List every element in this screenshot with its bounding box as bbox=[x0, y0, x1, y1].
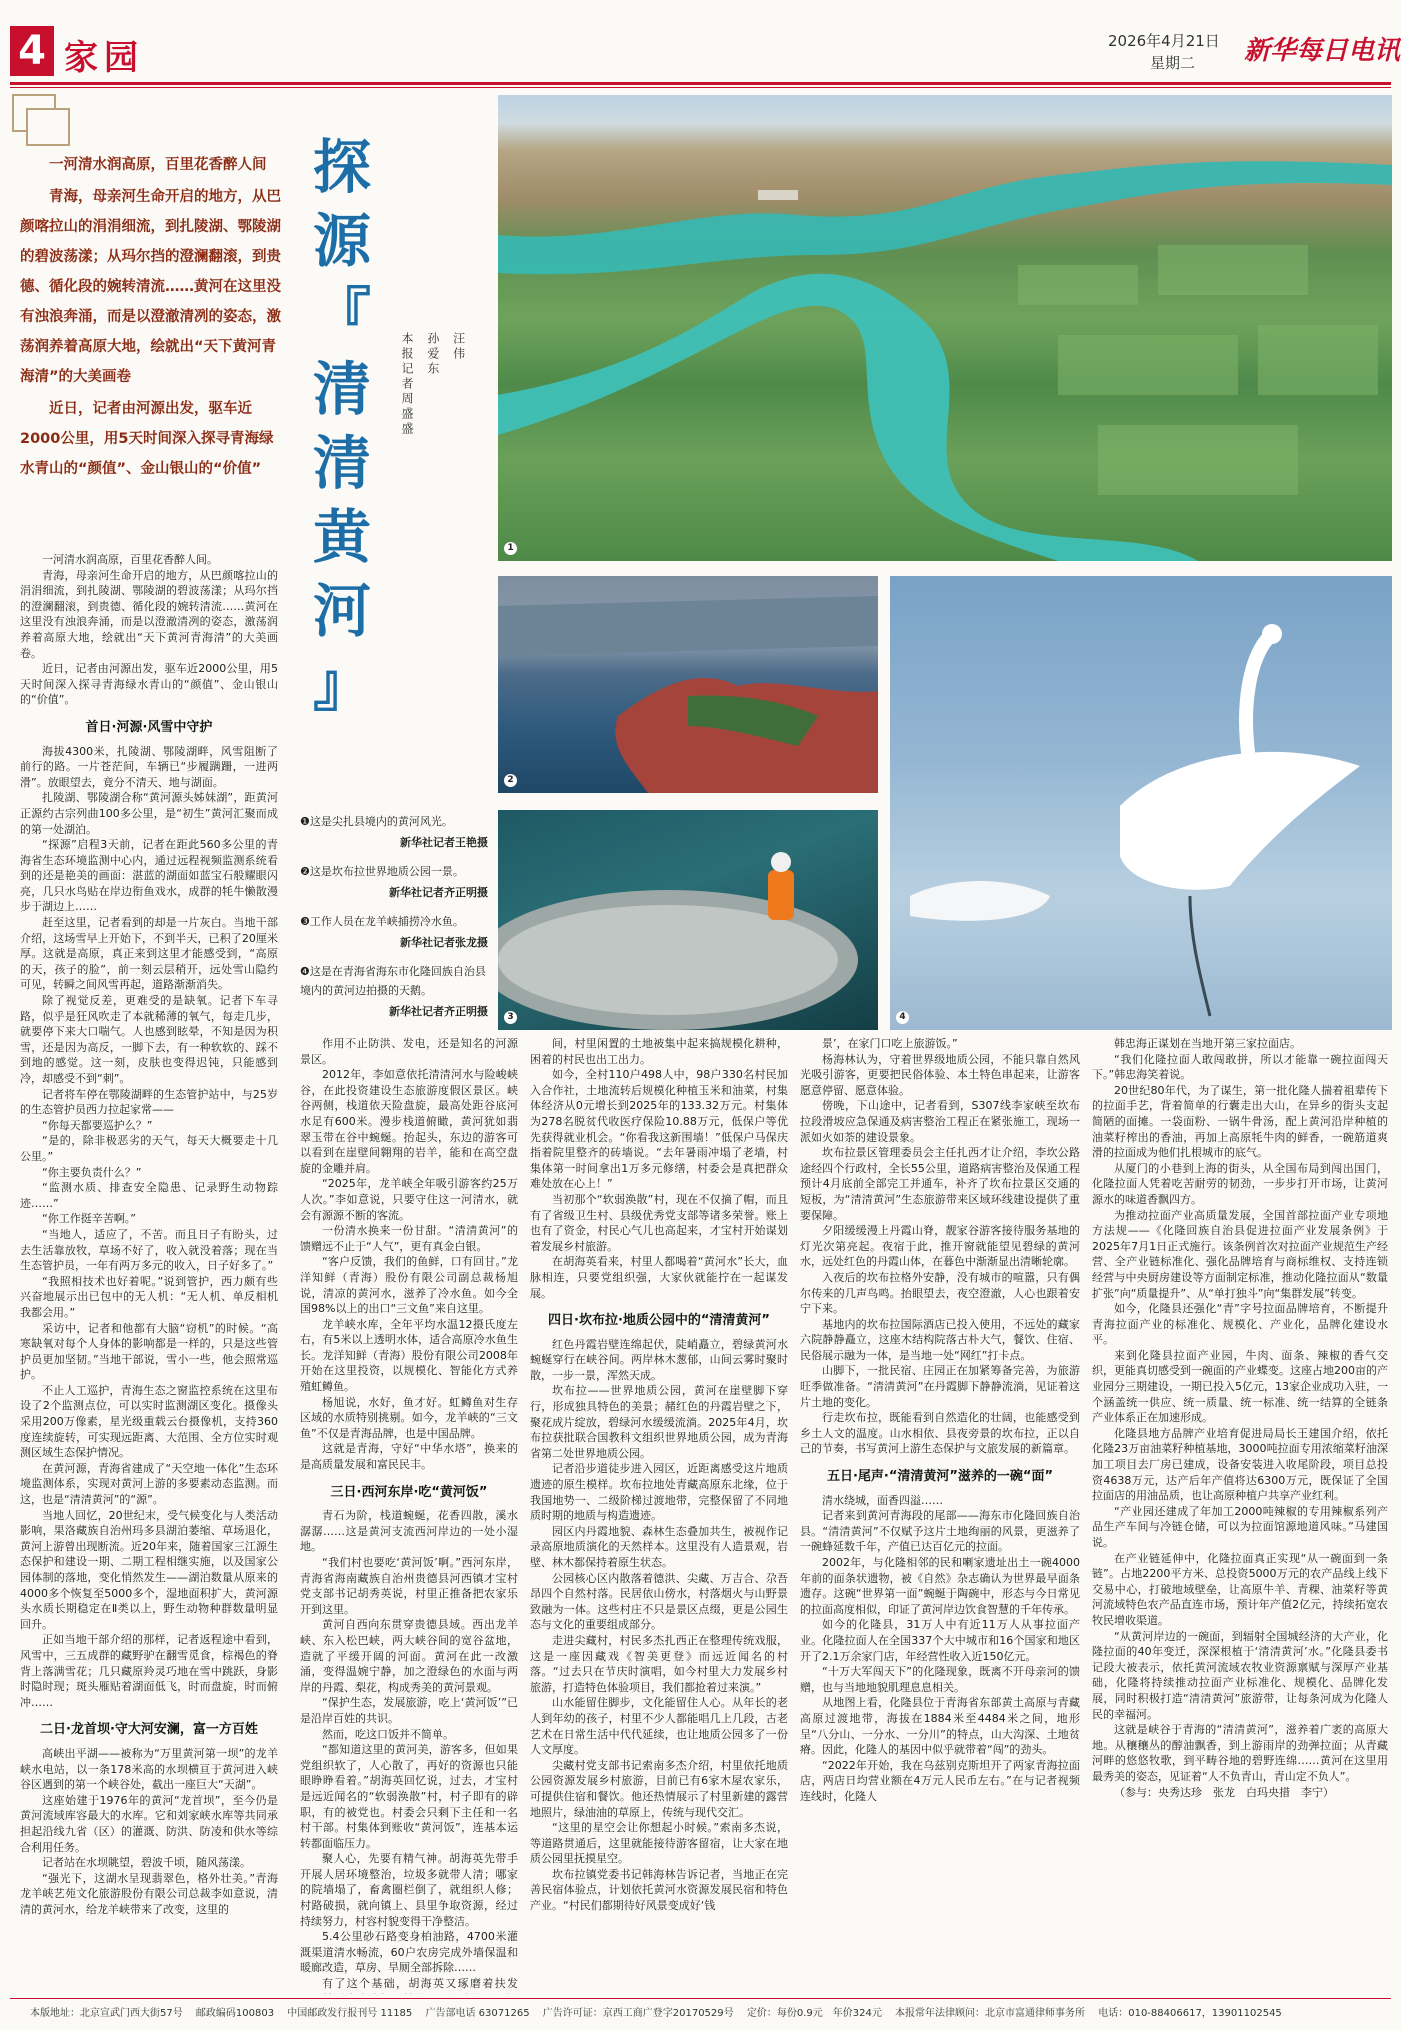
section-title: 家园 bbox=[64, 38, 144, 78]
body-paragraph: 一河清水润高原，百里花香醉人间。 bbox=[42, 553, 218, 566]
body-paragraph: 化隆县地方品牌产业培育促进局局长王建国介绍，依托化隆23万亩油菜籽种植基地，3000吨拉面专用浓缩菜籽油深加工项目去厂房已建成，设备安装进入收尾阶段，项目总投资4638万元，达产后年产值将达6300万元，既保证了全国拉面店的用油品质，也让高原种植户共享产业红利。 bbox=[1092, 1426, 1388, 1503]
body-paragraph: 记者来到黄河青海段的尾部——海东市化隆回族自治县。“清清黄河”不仅赋予这片土地绚丽的风景，更滋养了一碗蜂延数千年，产值已达百亿元的拉面。 bbox=[800, 1509, 1080, 1554]
section-heading: 五日·尾声·“清清黄河”滋养的一碗“面” bbox=[826, 1469, 1054, 1485]
body-paragraph: （参与：央秀达珍 张龙 白玛央措 李宁） bbox=[1114, 1785, 1334, 1799]
title-char: 』 bbox=[312, 651, 371, 719]
caption-text: ❶这是尖扎县境内的黄河风光。 bbox=[300, 815, 453, 828]
photo-badge-1: 1 bbox=[504, 542, 517, 555]
footer-ad-license: 广告许可证：京西工商广登字20170529号 bbox=[542, 2008, 734, 2019]
body-paragraph: 傍晚，下山途中，记者看到，S307线李家峡至坎布拉段滑坡应急保通及病害整治工程正在紧张施工，现场一派如火如荼的建设景象。 bbox=[800, 1099, 1080, 1144]
body-paragraph: 在产业链延伸中，化隆拉面真正实现“从一碗面到一条链”。占地2200平方米、总投资5000万元的农产品线上线下交易中心，打破地域壁垒，让高原牛羊、青稞、油菜籽等黄河流域特色农产品直连市场，预计年产值2亿元，持续拓宽农牧民增收渠道。 bbox=[1092, 1551, 1388, 1627]
body-paragraph: 园区内丹霞地貌、森林生态叠加共生，被视作记录高原地质演化的天然样本。这里没有人造景观，岩壁、林木都保持着原生状态。 bbox=[530, 1524, 788, 1569]
body-paragraph: “我照相技术也好着呢。”说到管护，西力颇有些兴奋地展示出已包中的无人机：“无人机、单反相机我都会用。” bbox=[20, 1274, 278, 1319]
footer-rule bbox=[10, 1998, 1391, 1999]
body-paragraph: “都知道这里的黄河美，游客多，但如果党组织软了，人心散了，再好的资源也只能眼睁睁看着。”胡海英回忆说，过去，才宝村是远近闻名的“软弱涣散”村，村子即有的辟职，有的被党也。村委会只剩下主任和一名村干部。村集体到账收“黄河饭”，连基本运转都面临压力。 bbox=[300, 1743, 518, 1850]
body-paragraph: 然而，吃这口饭并不简单。 bbox=[322, 1727, 454, 1741]
lead-paragraph: 近日，记者由河源出发，驱车近2000公里，用5天时间深入探寻青海绿水青山的“颜值”、金山银山的“价值” bbox=[20, 401, 274, 477]
body-paragraph: 当地人回忆，20世纪末，受气候变化与人类活动影响，果洛藏族自治州玛多县湖泊萎缩、草场退化，黄河上游曾出现断流。近20年来，随着国家三江源生态保护和建设一期、二期工程相继实施，以及国家公园体制的落地，变化悄然发生——湖泊数量从原来的4000多个恢复至5000多个，湿地面积扩大，黄河源头水质长期稳定在Ⅱ类以上，野生动物种群数量明显回升。 bbox=[20, 1508, 278, 1631]
title-char: 『 bbox=[312, 281, 371, 349]
body-paragraph: 如今，全村110户498人中，98户330名村民加入合作社，土地流转后规模化种植玉米和油菜，村集体经济从0元增长到2025年的133.32万元。村集体为278名脱贫代收医疗保险10.88万元，低保户等优先获得就业机会。“你看我这新围墙！”低保户马保庆指着院里整齐的砖墙说。“去年暑雨冲塌了老墙，村集体第一时间拿出1万多元修缮，村委会是真把群众难处放在心上！” bbox=[530, 1068, 788, 1191]
body-paragraph: 公园核心区内散落着德洪、尖藏、万吉合、尕吾昂四个自然村落。民居依山傍水，村落烟火与山野景致融为一体。这些村庄不只是景区点缀，更是公园生态与文化的重要组成部分。 bbox=[530, 1571, 788, 1632]
body-paragraph: 坎布拉镇党委书记韩海林告诉记者，当地正在完善民宿体验点，计划依托黄河水资源发展民宿和特色产业。“村民们都期待好风景变成好‘钱 bbox=[530, 1867, 788, 1913]
body-paragraph: 基地内的坎布拉国际酒店已投入使用，不远处的藏家六院静静矗立，这座木结构院落古朴大气，餐饮、住宿、民俗展示融为一体，是当地一处“网红”打卡点。 bbox=[800, 1317, 1080, 1362]
title-char: 源 bbox=[312, 207, 371, 275]
photo-badge-3: 3 bbox=[504, 1011, 517, 1024]
title-char: 河 bbox=[312, 577, 371, 645]
lead-summary bbox=[20, 150, 282, 486]
photo-fish-harvest bbox=[498, 810, 878, 1030]
byline bbox=[396, 332, 486, 437]
body-paragraph: 近日，记者由河源出发，驱车近2000公里，用5天时间深入探寻青海绿水青山的“颜值”、金山银山的“价值”。 bbox=[20, 662, 278, 707]
byline-label: 本报记者 bbox=[400, 332, 414, 392]
photo-badge-2: 2 bbox=[504, 774, 517, 787]
body-paragraph: 间，村里闲置的土地被集中起来搞规模化耕种，困着的村民也出工出力。 bbox=[530, 1037, 788, 1066]
body-paragraph: “你主要负责什么？” bbox=[42, 1165, 142, 1179]
body-paragraph: “我们化隆拉面人敢闯敢拼，所以才能靠一碗拉面闯天下。”韩忠海笑着说。 bbox=[1092, 1052, 1388, 1082]
caption-credit: 新华社记者王艳摄 bbox=[400, 836, 488, 849]
body-paragraph: 记者沿步道徒步进入园区，近距离感受这片地质遗迹的原生模样。坎布拉地处青藏高原东北缘，位于我国地势一、二级阶梯过渡地带，完整保留了不同地质时期的地质与构造遗迹。 bbox=[530, 1462, 788, 1523]
body-paragraph: 行走坎布拉，既能看到自然造化的壮阔，也能感受到乡土人文的温度。山水相依、县夜旁景的坎布拉，正以自己的节奏，书写黄河上游生态保护与文旅发展的新篇章。 bbox=[800, 1411, 1080, 1456]
body-paragraph: 坎布拉景区管理委员会主任扎西才让介绍，李坎公路途经四个行政村，全长55公里，道路病害整治及保通工程预计4月底前全部完工并通车，补齐了坎布拉景区交通的短板，为“清清黄河”生态旅游带来区域环线建设提供了重要保障。 bbox=[800, 1146, 1080, 1222]
body-paragraph: “产业园还建成了年加工2000吨辣椒的专用辣椒系列产品生产车间与冷链仓储，可以为拉面馆源地道风味。”马建国说。 bbox=[1092, 1504, 1388, 1549]
article-title bbox=[312, 130, 372, 722]
body-paragraph: 坎布拉——世界地质公园，黄河在崖壁脚下穿行，形成独具特色的美景；赭红色的丹霞岩壁之下，聚花成片绽放，碧绿河水缓缓流淌。2025年4月，坎布拉获批联合国教科文组织世界地质公园，成为青海省第二处世界地质公园。 bbox=[530, 1384, 788, 1460]
body-paragraph: 清水绕城，面香四溢…… bbox=[822, 1493, 943, 1507]
body-paragraph: 这就是峡谷于青海的“清清黄河”，滋养着广袤的高原大地。从穰穰丛的醇油飘香，到上游雨岸的劲弹拉面；从青藏河畔的悠悠牧歌，到平畴谷地的碧野连绵……黄河在这里用最秀美的姿态，见证着“人不负青山，青山定不负人”。 bbox=[1092, 1723, 1388, 1783]
body-paragraph: 2012年，李如意依托清清河水与险峻峡谷，在此投资建设生态旅游度假区景区。峡谷两侧，栈道依天险盘旋，最高处距谷底河水足有600米。漫步栈道俯瞰，黄河犹如翡翠玉带在谷中蜿蜒。抬起头，东边的游客可以看到在崖壁间翱翔的岩羊，能和在高空盘旋的金雕并肩。 bbox=[300, 1068, 518, 1175]
footer-ad-phone: 广告部电话 63071265 bbox=[425, 2008, 530, 2019]
body-paragraph: 采访中，记者和他都有大脑“窃机”的时候。“高寒缺氧对每个人身体的影响都是一样的，只是这些管护员更加坚韧。”当地干部说，雪小一些，他会照常巡护。 bbox=[20, 1321, 278, 1382]
photo-swans bbox=[890, 576, 1392, 1030]
photo-badge-4: 4 bbox=[896, 1011, 909, 1024]
body-paragraph: 5.4公里砂石路变身柏油路，4700米灌溉渠道清水畅流，60户农房完成外墙保温和暖廊改造，草房、旱厕全部拆除…… bbox=[300, 1930, 518, 1975]
body-paragraph: “这里的星空会让你想起小时候。”索南多杰说，等道路贯通后，这里就能接待游客留宿，让大家在地质公园里抚摸星空。 bbox=[530, 1821, 788, 1866]
title-char: 探 bbox=[312, 133, 371, 201]
body-paragraph: 如今，化隆县还强化“青”字号拉面品牌培育，不断提升青海拉面产业的标准化、规模化、产业化，品牌化建设水平。 bbox=[1092, 1302, 1388, 1347]
article-column-4 bbox=[800, 1036, 1080, 1994]
body-paragraph: “你每天都要巡护么？” bbox=[42, 1118, 153, 1132]
body-paragraph: 山脚下，一批民宿、庄园正在加紧筹备完善，为旅游旺季做准备。“清清黄河”在丹霞脚下静静流淌，见证着这片土地的变化。 bbox=[800, 1364, 1080, 1409]
body-paragraph: 赶至这里，记者看到的却是一片灰白。当地干部介绍，这场雪早上开始下，不到半天，已积了20厘米厚。这就是高原，真正来到这里才能感受到，“高原的天，孩子的脸”，前一刻云层稍开，远处雪山隐约可见，转瞬之间风雪再起，道路渐渐消失。 bbox=[20, 916, 278, 992]
photo-river-illustration bbox=[498, 95, 1392, 561]
body-paragraph: 如今的化隆县，31万人中有近11万人从事拉面产业。化隆拉面人在全国337个大中城市和16个国家和地区开了2.1万余家门店，年经营性收入近150亿元。 bbox=[800, 1618, 1080, 1663]
byline-author: 孙爱东 bbox=[425, 332, 440, 377]
byline-author: 周盛盛 bbox=[400, 392, 414, 437]
body-paragraph: “2025年，龙羊峡全年吸引游客约25万人次。”李如意说，只要守住这一河清水，就会有源源不断的客流。 bbox=[300, 1177, 518, 1222]
body-paragraph: “是的，除非极恶劣的天气，每天大概要走十几公里。” bbox=[20, 1134, 278, 1163]
section-heading: 三日·西河东岸·吃“黄河饭” bbox=[330, 1484, 488, 1500]
body-paragraph: 在黄河源，青海省建成了“天空地一体化”生态环境监测体系，实现对黄河上游的多要素动态监测。而这，也是“清清黄河”的“源”。 bbox=[20, 1461, 278, 1507]
caption-text: ❹这是在青海省海东市化隆回族自治县境内的黄河边拍摄的天鹅。 bbox=[300, 965, 486, 997]
body-paragraph: 景’，在家门口吃上旅游饭。” bbox=[822, 1037, 958, 1050]
header-rule bbox=[10, 82, 1391, 85]
article-column-3 bbox=[530, 1036, 788, 1994]
article-column-5 bbox=[1092, 1036, 1388, 1994]
body-paragraph: 一份清水换来一份甘甜。“清清黄河”的馈赠远不止于“人气”，更有真金白银。 bbox=[300, 1224, 518, 1253]
body-paragraph: 在胡海英看来，村里人都喝着“黄河水”长大，血脉相连，只要党组织强，大家伙就能拧在一起谋发展。 bbox=[530, 1255, 788, 1300]
body-paragraph: 不止人工巡护，青海生态之窗监控系统在这里布设了2个监测点位，可以实时监测湖区变化。摄像头采用200万像素，星光级重载云台摄像机，支持360度连续旋转，可实现远距离、大范围、全方位实时观测区域生态保护情况。 bbox=[20, 1383, 278, 1460]
body-paragraph: 青海，母亲河生命开启的地方，从巴颜喀拉山的涓涓细流，到扎陵湖、鄂陵湖的碧波荡漾；从玛尔挡的澄澜翻滚，到贵德、循化段的婉转清流……黄河在这里没有浊浪奔涌，而是以澄澈清冽的姿态，激荡润养着高原大地，绘就出“天下黄河青海清”的大美画卷。 bbox=[20, 568, 278, 660]
body-paragraph: 记者将车停在鄂陵湖畔的生态管护站中，与25岁的生态管护员西力拉起家常—— bbox=[20, 1087, 278, 1117]
photo-captions bbox=[300, 812, 488, 1031]
footer-legal: 本报常年法律顾问：北京市富通律师事务所 bbox=[895, 2008, 1086, 2019]
lead-decoration-front bbox=[26, 108, 70, 146]
page-header bbox=[0, 0, 1401, 84]
body-paragraph: “探源”启程3天前，记者在距此560多公里的青海省生态环境监测中心内，通过远程视频监测系统看到的还是艳美的画面：湛蓝的湖面如蓝宝石般耀眼闪亮，几只水鸟贴在岸边衔鱼戏水，成群的牦牛懒散漫步于湖边上…… bbox=[20, 838, 278, 914]
body-paragraph: 这就是青海，守好“中华水塔”，换来的是高质量发展和富民民丰。 bbox=[300, 1442, 518, 1472]
photo-kanbula-danxia bbox=[498, 576, 878, 793]
body-paragraph: 龙羊峡水库，全年平均水温12摄氏度左右，有5米以上透明水体，适合高原冷水鱼生长。龙洋知鲜（青海）股份有限公司2008年开始在这里投资，以规模化、智能化方式养殖虹鳟鱼。 bbox=[300, 1317, 518, 1394]
photo-danxia-illustration bbox=[498, 576, 878, 793]
paper-logo: 新华每日电讯 bbox=[1244, 36, 1401, 66]
section-heading: 二日·龙首坝·守大河安澜，富一方百姓 bbox=[40, 1722, 258, 1738]
body-paragraph: “2022年开始，我在乌兹别克斯坦开了两家青海拉面店，两店日均营业额在4万元人民币左右。”在与记者视频连线时，化隆人 bbox=[800, 1758, 1080, 1803]
section-heading: 四日·坎布拉·地质公园中的“清清黄河” bbox=[548, 1313, 770, 1329]
footer-subscription: 中国邮政发行报刊号 11185 bbox=[287, 2008, 413, 2019]
body-paragraph: “我们村也要吃‘黄河饭’啊。”西河东岸，青海省海南藏族自治州贵德县河西镇才宝村党支部书记胡秀英说，村里正推备把农家乐开到这里。 bbox=[300, 1556, 518, 1616]
body-paragraph: “十万大军闯天下”的化隆现象，既离不开母亲河的馈赠，也与当地地貌肌理息息相关。 bbox=[800, 1665, 1080, 1694]
caption-credit: 新华社记者张龙摄 bbox=[400, 936, 488, 949]
issue-date: 2026年4月21日 bbox=[1108, 32, 1220, 50]
body-paragraph: 高峡出平湖——被称为“万里黄河第一坝”的龙羊峡水电站，以一条178米高的水坝横亘于黄河进入峡谷区遇到的第一个峡谷处，截出一座巨大“天湖”。 bbox=[20, 1746, 278, 1792]
body-paragraph: “保护生态，发展旅游，吃上‘黄河饭’”已是沿岸百姓的共识。 bbox=[300, 1696, 518, 1725]
body-paragraph: 来到化隆县拉面产业园，牛肉、面条、辣椒的香气交织，更能真切感受到一碗面的产业蝶变。这座占地200亩的产业园分三期建设，一期已投入5亿元，13家企业成功入驻，一个涵盖统一供应、统一质量、统一标准、统一结算的全链条产业体系正在加速形成。 bbox=[1092, 1348, 1388, 1425]
body-paragraph: 记者站在水坝眺望，碧波千顷，随风荡漾。 bbox=[42, 1856, 251, 1870]
page-number: 4 bbox=[10, 26, 54, 76]
section-heading: 首日·河源·风雪中守护 bbox=[85, 719, 213, 735]
article-column-2 bbox=[300, 1036, 518, 1994]
body-paragraph: 聚人心，先要有精气神。胡海英先带手开展人居环境整治，垃圾多就带人清；哪家的院墙塌了，畜禽圈栏倒了，就组织人修；村路破损，就向镇上、县里争取资源，经过持续努力，村容村貌变得干净整洁。 bbox=[300, 1852, 518, 1928]
article-column-1 bbox=[20, 552, 278, 1994]
body-paragraph: 红色丹霞岩壁连绵起伏，陡峭矗立，碧绿黄河水蜿蜒穿行在峡谷间。两岸林木葱郁，山间云雾时聚时散，一步一景，浑然天成。 bbox=[530, 1337, 788, 1382]
body-paragraph: “你工作挺辛苦啊。” bbox=[42, 1212, 136, 1226]
body-paragraph: 这座始建于1976年的黄河“龙首坝”，至今仍是黄河流域库容最大的水库。它和刘家峡水库等共同承担起沿线九省（区）的灌溉、防洪、防凌和供水等综合利用任务。 bbox=[20, 1793, 278, 1854]
body-paragraph: 夕阳缓缓漫上丹霞山脊，靓家谷游客接待服务基地的灯光次第亮起。夜宿于此，推开窗就能望见碧绿的黄河水，远处红色的丹霞山体，在暮色中渐渐显出清晰轮廓。 bbox=[800, 1224, 1080, 1269]
body-paragraph: 20世纪80年代，为了谋生，第一批化隆人揣着祖辈传下的拉面手艺，背着简单的行囊走出大山，在异乡的街头支起简陋的面摊。一袋面粉、一锅牛骨汤，配上黄河沿岸种植的油菜籽榨出的香油，再加上高原牦牛肉的鲜香，一碗筋道爽滑的拉面成为他们扎根城市的底气。 bbox=[1092, 1083, 1388, 1160]
header-rule-thin bbox=[10, 87, 1391, 88]
caption-credit: 新华社记者齐正明摄 bbox=[389, 886, 488, 899]
body-paragraph: 为推动拉面产业高质量发展，全国首部拉面产业专项地方法规——《化隆回族自治县促进拉面产业发展条例》于2025年7月1日正式施行。该条例首次对拉面产业规范生产经营、全产业链标准化、强化品牌培育与商标维权、支持连锁经营与中央厨房建设等方面制定标准，推动化隆拉面从“数量扩张”向“质量提升”、从“单打独斗”向“集群发展”转变。 bbox=[1092, 1208, 1388, 1300]
body-paragraph: 正如当地干部介绍的那样，记者返程途中看到，风雪中，三五成群的藏野驴在翻雪觅食，棕褐色的脊背上落满雪花；几只藏原羚灵巧地在雪中跳跃，身影时隐时现；斑头雁贴着湖面低飞，时而盘旋，时而俯冲…… bbox=[20, 1633, 278, 1709]
footer-postcode: 邮政编码100803 bbox=[195, 2008, 275, 2019]
issue-weekday: 星期二 bbox=[1150, 54, 1196, 72]
lead-paragraph: 一河清水润高原，百里花香醉人间 bbox=[49, 157, 267, 173]
caption-text: ❸工作人员在龙羊峡捕捞冷水鱼。 bbox=[300, 915, 464, 928]
footer-address: 本版地址：北京宣武门西大街57号 bbox=[30, 2008, 183, 2019]
body-paragraph: 从地图上看，化隆县位于青海省东部黄土高原与青藏高原过渡地带，海拔在1884米至4484米之间，地形呈“八分山、一分水、一分川”的特点，山大沟深、土地贫瘠。因此，化隆人的基因中似乎就带着“闯”的劲头。 bbox=[800, 1696, 1080, 1757]
body-paragraph: 黄河自西向东贯穿贵德县域。西出龙羊峡、东入松巴峡，两大峡谷间的宽谷盆地，造就了平缓开阔的河面。黄河在此一改激涌，变得温婉宁静，加之澄绿色的水面与两岸的丹霞、梨花，构成秀美的黄河景观。 bbox=[300, 1618, 518, 1694]
body-paragraph: 有了这个基础，胡海英又琢磨着扶发 bbox=[322, 1977, 518, 1991]
lead-paragraph: 青海，母亲河生命开启的地方，从巴颜喀拉山的涓涓细流，到扎陵湖、鄂陵湖的碧波荡漾；从玛尔挡的澄澜翻滚，到贵德、循化段的婉转清流……黄河在这里没有浊浪奔涌，而是以澄澈清冽的姿态，激荡润养着高原大地，绘就出“天下黄河青海清”的大美画卷 bbox=[20, 189, 281, 385]
body-paragraph: 走进尖藏村，村民多杰扎西正在整理传统戏服，这是一座因藏戏《智美更登》而远近闻名的村落。“过去只在节庆时演唱，如今村里大力发展乡村旅游，打造特色体验项目，我们都抢着过来演。” bbox=[530, 1633, 788, 1694]
title-char: 黄 bbox=[312, 503, 371, 571]
footer-phone: 电话：010-88406617，13901102545 bbox=[1098, 2008, 1282, 2019]
title-char: 清 bbox=[312, 429, 371, 497]
body-paragraph: “当地人，适应了，不苦。而且日子有盼头，过去生活靠放牧，草场不好了，收入就没着落；现在当生态管护员，一年有两万多元的收入，日子好多了。” bbox=[20, 1227, 278, 1273]
photo-swans-illustration bbox=[890, 576, 1392, 1030]
body-paragraph: “监测水质、排查安全隐患、记录野生动物踪迹……” bbox=[20, 1181, 278, 1210]
body-paragraph: 2002年，与化隆相邻的民和喇家遗址出土一碗4000年前的面条状遗物，被《自然》杂志确认为世界最早面条遗存。这碗“世界第一面”蜿蜒于陶碗中，形态与今日常见的拉面高度相似，印证了黄河岸边饮食智慧的千年传承。 bbox=[800, 1556, 1080, 1616]
body-paragraph: 尖藏村党支部书记索南多杰介绍，村里依托地质公园资源发展乡村旅游，目前已有6家木屋农家乐，可提供住宿和餐饮。他还热情展示了村里新建的露营地照片，绿油油的草原上，传统与现代交汇。 bbox=[530, 1758, 788, 1819]
body-paragraph: “从黄河岸边的一碗面，到辐射全国城经济的大产业，化隆拉面的40年变迁，深深根植于‘清清黄河’水。”化隆县委书记段大被表示，依托黄河流域农牧业资源禀赋与深厚产业基础，化隆将持续推动拉面产业标准化、规模化、品牌化发展，同时积极打造“清清黄河”旅游带，让每条河成为化隆人民的幸福河。 bbox=[1092, 1629, 1388, 1721]
body-paragraph: 扎陵湖、鄂陵湖合称“黄河源头姊妹湖”，距黄河正源约古宗列曲100多公里，是“初生”黄河汇聚而成的第一处湖泊。 bbox=[20, 791, 278, 836]
body-paragraph: 韩忠海正谋划在当地开第三家拉面店。 bbox=[1114, 1037, 1301, 1050]
body-paragraph: 从厦门的小巷到上海的街头，从全国布局到闯出国门，化隆拉面人凭着吃苦耐劳的韧劲，一步步打开市场，让黄河源水的味道香飘四方。 bbox=[1092, 1161, 1388, 1206]
caption-text: ❷这是坎布拉世界地质公园一景。 bbox=[300, 865, 464, 878]
body-paragraph: “客户反馈，我们的鱼鲜，口有回甘。”龙洋知鲜（青海）股份有限公司副总裁杨旭说，清凉的黄河水，滋养了冷水鱼。如今全国98%以上的出口“三文鱼”来自这里。 bbox=[300, 1255, 518, 1316]
body-paragraph: 杨海林认为，守着世界级地质公园，不能只靠自然风光吸引游客，更要把民俗体验、本土特色串起来，让游客愿意停留、愿意体验。 bbox=[800, 1052, 1080, 1097]
body-paragraph: “强光下，这湖水呈现翡翠色，格外壮美。”青海龙羊峡艺苑文化旅游股份有限公司总裁李如意说，清清的黄河水，给龙羊峡带来了改变，这里的 bbox=[20, 1871, 278, 1916]
title-char: 清 bbox=[312, 355, 371, 423]
body-paragraph: 山水能留住脚步，文化能留住人心。从年长的老人到年幼的孩子，村里不少人都能唱几上几段，古老艺术在日常生活中代代延续，也让地质公园多了一份人文厚度。 bbox=[530, 1696, 788, 1757]
footer-price: 定价：每份0.9元 年价324元 bbox=[746, 2008, 882, 2019]
body-paragraph: 青石为阶，栈道蜿蜒，花香四散，溪水潺潺……这是黄河支流西河岸边的一处小湿地。 bbox=[300, 1509, 518, 1554]
byline-author: 汪伟 bbox=[451, 332, 466, 362]
page-footer bbox=[30, 2004, 1390, 2019]
photo-yellow-river-aerial bbox=[498, 95, 1392, 561]
photo-fish-illustration bbox=[498, 810, 878, 1030]
body-paragraph: 当初那个“软弱涣散”村，现在不仅摘了帽，而且有了省级卫生村、县级优秀党支部等诸多荣誉。账上也有了资金，村民心气儿也高起来，才宝村开始谋划着发展乡村旅游。 bbox=[530, 1192, 788, 1253]
body-paragraph: 杨旭说，水好，鱼才好。虹鳟鱼对生存区域的水质特别挑剔。如今，龙羊峡的“三文鱼”不仅是青海品牌，也是中国品牌。 bbox=[300, 1395, 518, 1440]
body-paragraph: 入夜后的坎布拉格外安静，没有城市的喧嚣，只有偶尔传来的几声鸟鸣。抬眼望去，夜空澄澈，人心也跟着安宁下来。 bbox=[800, 1270, 1080, 1316]
body-paragraph: 作用不止防洪、发电，还是知名的河源景区。 bbox=[300, 1037, 518, 1066]
body-paragraph: 除了视觉反差，更难受的是缺氧。记者下车寻路，似乎是狂风吹走了本就稀薄的氧气，每走几步，就要停下来大口喘气。人也感到眩晕，不知是因为积雪，还是因为高反，一脚下去，有一种软软的、踩不到地的感觉。这一刻，皮肤也变得迟钝，只能感到冷，却感受不到“刺”。 bbox=[20, 994, 278, 1085]
caption-credit: 新华社记者齐正明摄 bbox=[389, 1005, 488, 1018]
body-paragraph: 海拔4300米，扎陵湖、鄂陵湖畔，风雪阻断了前行的路。一片苍茫间，车辆已“步履蹒跚，一进两滑”。放眼望去，竟分不清天、地与湖面。 bbox=[20, 744, 278, 789]
